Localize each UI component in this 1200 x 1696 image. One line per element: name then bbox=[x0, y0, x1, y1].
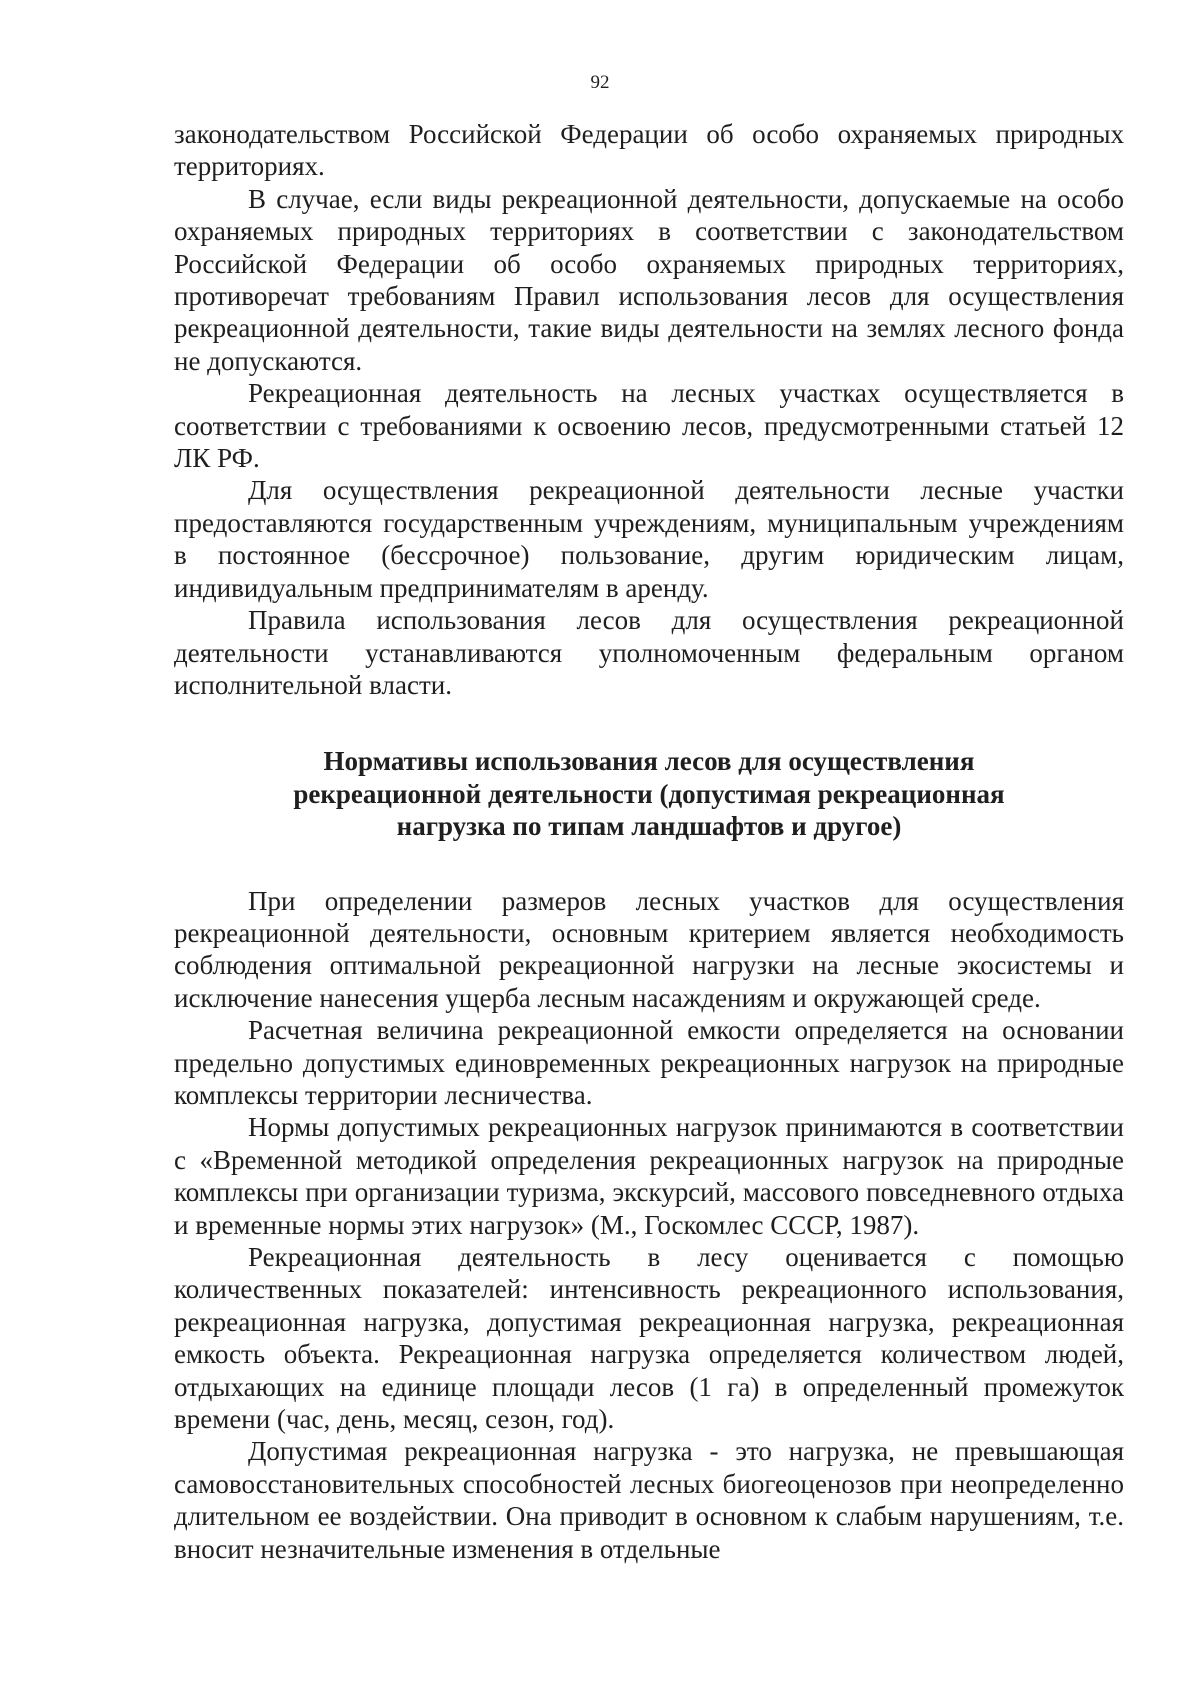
paragraph: Расчетная величина рекреационной емкости определяется на основании предельно допустимых единовременных рекреационных нагрузок на природные комплексы территории лесничества. bbox=[174, 1015, 1124, 1110]
paragraph: Правила использования лесов для осуществления рекреационной деятельности устанавливаются уполномоченным федеральным органом исполнительной власти. bbox=[174, 605, 1124, 700]
paragraph: Для осуществления рекреационной деятельности лесные участки предоставляются государственным учреждениям, муниципальным учреждениям в постоянное (бессрочное) пользование, другим юридическим лицам, индивидуальным предпринимателям в аренду. bbox=[174, 475, 1124, 603]
paragraph: Рекреационная деятельность на лесных участках осуществляется в соответствии с требованиями к освоению лесов, предусмотренными статьей 12 ЛК РФ. bbox=[174, 378, 1124, 474]
paragraph: При определении размеров лесных участков для осуществления рекреационной деятельности, основным критерием является необходимость соблюдения оптимальной рекреационной нагрузки на лесные экосистемы и исключение нанесения ущерба лесным насаждениям и окружающей среде. bbox=[174, 885, 1124, 1013]
section-heading-line: рекреационной деятельности (допустимая рекреационная bbox=[293, 778, 1005, 809]
section-heading-line: Нормативы использования лесов для осуществления bbox=[323, 746, 975, 777]
page-number: 92 bbox=[590, 72, 610, 93]
paragraph: Допустимая рекреационная нагрузка - это нагрузка, не превышающая самовосстановительных способностей лесных биогеоценозов при неопределенно длительном ее воздействии. Она приводит в основном к слабым нарушениям, т.е. вносит незначительные изменения в отдельные bbox=[174, 1436, 1124, 1564]
section-heading-line: нагрузка по типам ландшафтов и другое) bbox=[396, 811, 902, 842]
document-body bbox=[174, 118, 1124, 1565]
paragraph: Нормы допустимых рекреационных нагрузок принимаются в соответствии с «Временной методикой определения рекреационных нагрузок на природные комплексы при организации туризма, экскурсий, массового повседневного отдыха и временные нормы этих нагрузок» (М., Госкомлес СССР, 1987). bbox=[174, 1112, 1124, 1240]
paragraph: В случае, если виды рекреационной деятельности, допускаемые на особо охраняемых природных территориях в соответствии с законодательством Российской Федерации об особо охраняемых природных территориях, противоречат требованиям Правил использования лесов для осуществления рекреационной деятельности, такие виды деятельности на землях лесного фонда не допускаются. bbox=[174, 183, 1124, 376]
paragraph: законодательством Российской Федерации об особо охраняемых природных территориях. bbox=[174, 119, 1124, 182]
paragraph: Рекреационная деятельность в лесу оценивается с помощью количественных показателей: интенсивность рекреационного использования, рекреационная нагрузка, допустимая рекреационная нагрузка, рекреационная емкость объекта. Рекреационная нагрузка определяется количеством людей, отдыхающих на единице площади лесов (1 га) в определенный промежуток времени (час, день, месяц, сезон, год). bbox=[174, 1242, 1124, 1435]
section-heading bbox=[174, 745, 1124, 842]
